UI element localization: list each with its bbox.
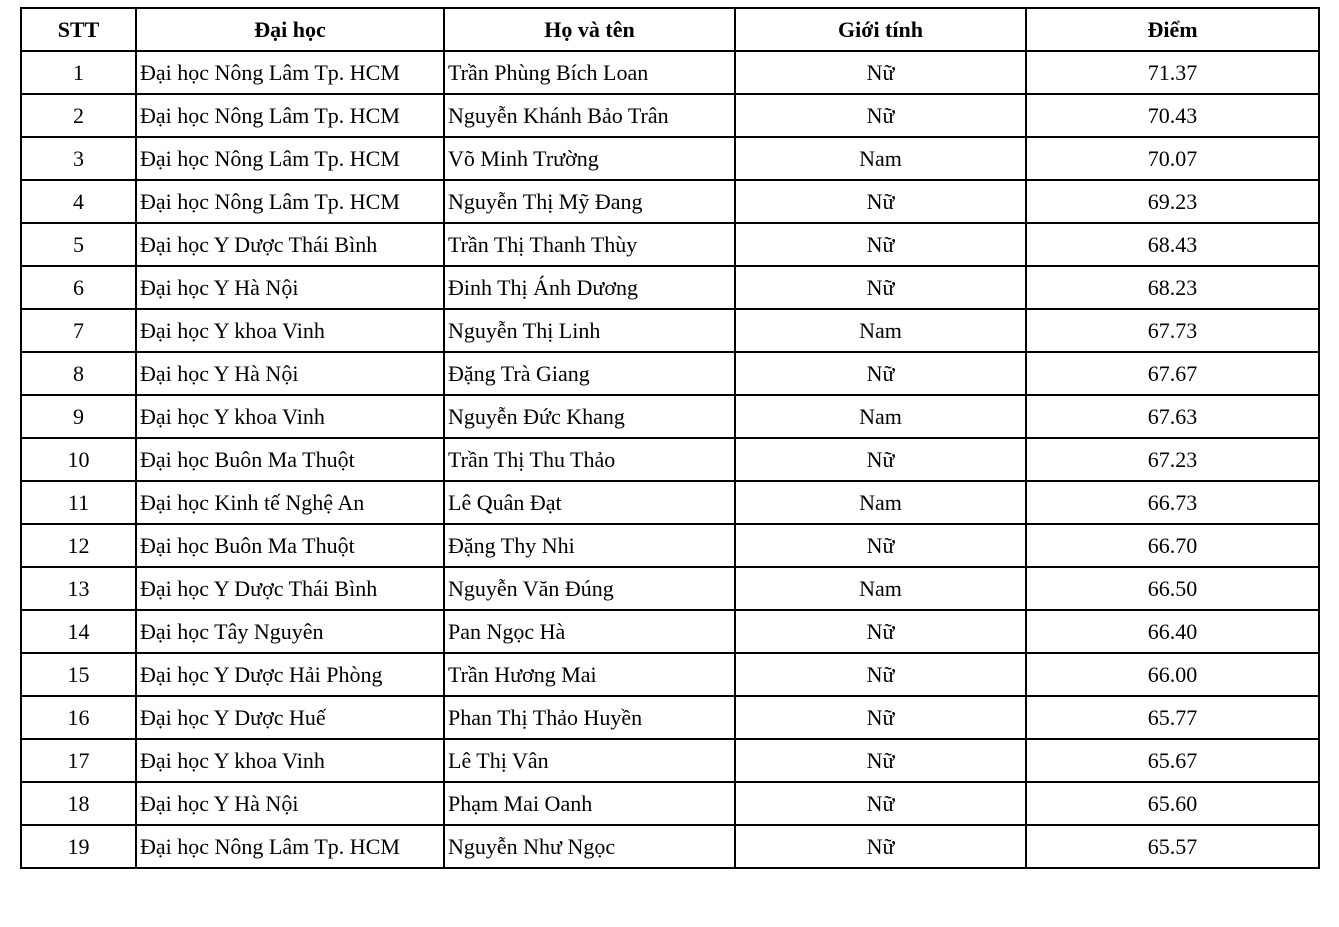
cell-gender: Nam (735, 567, 1026, 610)
cell-score: 66.73 (1026, 481, 1319, 524)
cell-gender: Nữ (735, 180, 1026, 223)
cell-gender: Nam (735, 137, 1026, 180)
table-row (21, 438, 1319, 481)
cell-university: Đại học Y khoa Vinh (136, 739, 444, 782)
cell-stt: 15 (21, 653, 136, 696)
cell-name: Nguyễn Như Ngọc (444, 825, 735, 868)
cell-gender: Nữ (735, 438, 1026, 481)
cell-score: 66.40 (1026, 610, 1319, 653)
cell-university: Đại học Buôn Ma Thuột (136, 438, 444, 481)
cell-name: Lê Thị Vân (444, 739, 735, 782)
cell-gender: Nữ (735, 825, 1026, 868)
cell-university: Đại học Y Dược Thái Bình (136, 567, 444, 610)
cell-university: Đại học Y Dược Hải Phòng (136, 653, 444, 696)
table-row (21, 524, 1319, 567)
header-row (21, 8, 1319, 51)
cell-score: 68.43 (1026, 223, 1319, 266)
cell-name: Lê Quân Đạt (444, 481, 735, 524)
cell-gender: Nam (735, 481, 1026, 524)
cell-stt: 18 (21, 782, 136, 825)
cell-university: Đại học Nông Lâm Tp. HCM (136, 94, 444, 137)
table-row (21, 653, 1319, 696)
cell-university: Đại học Nông Lâm Tp. HCM (136, 137, 444, 180)
cell-name: Trần Phùng Bích Loan (444, 51, 735, 94)
cell-score: 67.23 (1026, 438, 1319, 481)
results-table (20, 7, 1320, 869)
cell-name: Nguyễn Thị Mỹ Đang (444, 180, 735, 223)
cell-name: Nguyễn Văn Đúng (444, 567, 735, 610)
cell-stt: 4 (21, 180, 136, 223)
header-stt: STT (21, 8, 136, 51)
cell-score: 70.43 (1026, 94, 1319, 137)
cell-name: Đinh Thị Ánh Dương (444, 266, 735, 309)
cell-gender: Nữ (735, 653, 1026, 696)
table-row (21, 395, 1319, 438)
cell-university: Đại học Y Hà Nội (136, 782, 444, 825)
cell-name: Trần Thị Thanh Thùy (444, 223, 735, 266)
cell-gender: Nữ (735, 94, 1026, 137)
cell-stt: 14 (21, 610, 136, 653)
cell-university: Đại học Y Hà Nội (136, 266, 444, 309)
cell-score: 65.77 (1026, 696, 1319, 739)
cell-stt: 12 (21, 524, 136, 567)
cell-gender: Nam (735, 395, 1026, 438)
cell-gender: Nữ (735, 223, 1026, 266)
cell-university: Đại học Nông Lâm Tp. HCM (136, 51, 444, 94)
table-row (21, 352, 1319, 395)
cell-stt: 16 (21, 696, 136, 739)
header-name: Họ và tên (444, 8, 735, 51)
cell-gender: Nữ (735, 610, 1026, 653)
cell-university: Đại học Nông Lâm Tp. HCM (136, 180, 444, 223)
cell-name: Đặng Thy Nhi (444, 524, 735, 567)
cell-stt: 11 (21, 481, 136, 524)
table-row (21, 266, 1319, 309)
cell-score: 65.60 (1026, 782, 1319, 825)
cell-stt: 6 (21, 266, 136, 309)
cell-score: 71.37 (1026, 51, 1319, 94)
cell-name: Pan Ngọc Hà (444, 610, 735, 653)
cell-stt: 1 (21, 51, 136, 94)
table-row (21, 94, 1319, 137)
cell-university: Đại học Y Hà Nội (136, 352, 444, 395)
cell-university: Đại học Nông Lâm Tp. HCM (136, 825, 444, 868)
cell-name: Nguyễn Khánh Bảo Trân (444, 94, 735, 137)
cell-name: Nguyễn Đức Khang (444, 395, 735, 438)
cell-name: Trần Thị Thu Thảo (444, 438, 735, 481)
cell-stt: 19 (21, 825, 136, 868)
cell-score: 65.67 (1026, 739, 1319, 782)
cell-stt: 9 (21, 395, 136, 438)
table-row (21, 739, 1319, 782)
table-row (21, 481, 1319, 524)
cell-university: Đại học Y Dược Huế (136, 696, 444, 739)
cell-score: 70.07 (1026, 137, 1319, 180)
cell-score: 67.73 (1026, 309, 1319, 352)
cell-stt: 2 (21, 94, 136, 137)
table-row (21, 610, 1319, 653)
cell-gender: Nữ (735, 782, 1026, 825)
cell-stt: 13 (21, 567, 136, 610)
cell-stt: 7 (21, 309, 136, 352)
cell-stt: 8 (21, 352, 136, 395)
cell-score: 68.23 (1026, 266, 1319, 309)
cell-score: 66.00 (1026, 653, 1319, 696)
cell-score: 66.50 (1026, 567, 1319, 610)
cell-score: 65.57 (1026, 825, 1319, 868)
cell-university: Đại học Tây Nguyên (136, 610, 444, 653)
table-row (21, 782, 1319, 825)
table-row (21, 309, 1319, 352)
cell-score: 69.23 (1026, 180, 1319, 223)
cell-university: Đại học Y khoa Vinh (136, 309, 444, 352)
cell-name: Nguyễn Thị Linh (444, 309, 735, 352)
cell-stt: 3 (21, 137, 136, 180)
table-row (21, 180, 1319, 223)
cell-gender: Nữ (735, 739, 1026, 782)
results-table-container (20, 7, 1318, 869)
table-row (21, 567, 1319, 610)
cell-gender: Nữ (735, 524, 1026, 567)
cell-university: Đại học Kinh tế Nghệ An (136, 481, 444, 524)
table-body (21, 51, 1319, 868)
cell-score: 67.63 (1026, 395, 1319, 438)
cell-university: Đại học Buôn Ma Thuột (136, 524, 444, 567)
cell-name: Phạm Mai Oanh (444, 782, 735, 825)
header-gender: Giới tính (735, 8, 1026, 51)
cell-stt: 5 (21, 223, 136, 266)
cell-gender: Nữ (735, 266, 1026, 309)
table-row (21, 51, 1319, 94)
cell-gender: Nữ (735, 352, 1026, 395)
cell-stt: 17 (21, 739, 136, 782)
cell-name: Phan Thị Thảo Huyền (444, 696, 735, 739)
header-score: Điểm (1026, 8, 1319, 51)
table-row (21, 137, 1319, 180)
table-row (21, 223, 1319, 266)
cell-gender: Nam (735, 309, 1026, 352)
cell-name: Võ Minh Trường (444, 137, 735, 180)
cell-stt: 10 (21, 438, 136, 481)
cell-university: Đại học Y Dược Thái Bình (136, 223, 444, 266)
cell-name: Đặng Trà Giang (444, 352, 735, 395)
cell-score: 67.67 (1026, 352, 1319, 395)
table-row (21, 696, 1319, 739)
cell-gender: Nữ (735, 51, 1026, 94)
cell-university: Đại học Y khoa Vinh (136, 395, 444, 438)
table-row (21, 825, 1319, 868)
header-university: Đại học (136, 8, 444, 51)
cell-name: Trần Hương Mai (444, 653, 735, 696)
cell-score: 66.70 (1026, 524, 1319, 567)
cell-gender: Nữ (735, 696, 1026, 739)
table-header (21, 8, 1319, 51)
